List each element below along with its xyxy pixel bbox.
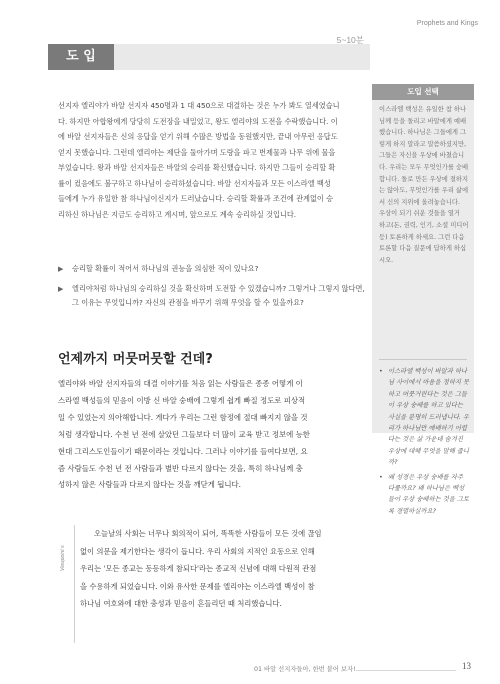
- body-line: 성하지 않은 사람들과 다르지 않다는 것을 깨닫게 됩니다.: [58, 480, 242, 490]
- subheading: 언제까지 머뭇머뭇할 건데?: [58, 352, 213, 367]
- chapter-title: 01 바알 선지자들아, 한번 붙어 보자!: [254, 666, 356, 673]
- section-label: 도 입: [48, 44, 114, 70]
- intro-line: 리하신 하나님은 지금도 승리하고 계시며, 앞으로도 계속 승리하실 것입니다.: [58, 209, 297, 219]
- body-line: 스라엘 백성들의 믿음이 이방 신 바알 숭배에 그렇게 쉽게 빠질 정도로 피상적: [58, 395, 306, 405]
- sidebar-line: 렇게 하지 말라고 말씀하셨지만,: [379, 140, 467, 148]
- sidebar-divider: [379, 359, 467, 360]
- page-number: 13: [462, 661, 471, 671]
- body-line: 엘리야와 바알 선지자들의 대결 이야기를 처음 읽는 사람들은 종종 어떻게 이: [58, 379, 303, 388]
- running-title: Prophets and Kings: [416, 20, 478, 27]
- discussion-questions: [58, 262, 366, 316]
- intro-line: 부었습니다. 왕과 바알 선지자들은 바알의 승리를 확신했습니다. 하지만 그들이 승리할 확: [58, 163, 336, 172]
- sidebar-line: 했습니다. 하나님은 그들에게 그: [379, 129, 467, 137]
- body-line: 처럼 생각합니다. 수천 년 전에 살았던 그들보다 더 많이 교육 받고 정보에 능한: [58, 429, 310, 439]
- sidebar-questions: [379, 366, 469, 520]
- sidebar-line: 우상이 되기 쉬운 것들을 열거: [379, 210, 460, 218]
- body-line: 현대 그리스도인들이기 때문이라는 것입니다. 그러나 이야기를 들여다보면, 요: [58, 446, 308, 456]
- intro-line: 에 바알 선지자들은 신의 응답을 얻기 위해 수많은 방법을 동원했지만, 끝내 아무런 응답도: [58, 132, 338, 141]
- sidebar-question-text: 왜 성경은 우상 숭배를 자주 다룰까요? 왜 하나님은 백성들이 우상 숭배하는 것을 그토록 경멸하실까요?: [388, 473, 469, 515]
- quote-line: 없이 의문을 제기한다는 생각이 듭니다. 우리 사회의 지적인 요동으로 인해: [80, 546, 315, 556]
- footer-rule: [356, 670, 456, 671]
- quote-line: 을 수용하게 되었습니다. 이와 유사한 문제를 엘리야는 이스라엘 백성이 참: [80, 581, 315, 591]
- quote-line: 오늘날의 사회는 너무나 회의적이 되어, 똑똑한 사람들이 모든 것에 끊임: [94, 529, 322, 538]
- intro-line: 들에게 누가 유일한 참 하나님이신지가 드러났습니다. 승리할 확률과 조건에 관계없이 승: [58, 194, 334, 203]
- question-text: 엘리야처럼 하나님의 승리하실 것을 확신하며 도전할 수 있겠습니까? 그렇거나 그렇지 않다면, 그 이유는 무엇입니까? 자신의 관점을 바꾸기 위해 무엇을 할 수 있을까요?: [72, 284, 365, 307]
- quote-text: [80, 525, 370, 613]
- body-paragraph: [58, 376, 366, 494]
- sidebar-line: 하고(돈, 권력, 인기, 소셜 미디어: [379, 221, 469, 229]
- body-line: 즘 사람들도 수천 년 전 사람들과 별반 다르지 않다는 것을, 특히 하나님께 충: [58, 463, 303, 473]
- section-header: [48, 35, 370, 70]
- sidebar-question: [379, 472, 469, 518]
- page-footer: [0, 660, 500, 680]
- sidebar-line: 다. 우리는 모두 무엇인가를 숭배: [379, 163, 469, 171]
- section-duration: 5~10분: [336, 35, 364, 45]
- bullet-dot-icon: •: [379, 473, 383, 481]
- quote-line: 하나님 여호와에 대한 충성과 믿음이 흔들리던 때 처리했습니다.: [80, 599, 282, 609]
- quote-line: 우리는 '모든 종교는 동등하게 참되다'라는 종교적 신념에 대해 다원적 관점: [80, 564, 317, 574]
- intro-line: 다. 하지만 아합왕에게 당당히 도전장을 내밀었고, 왕도 엘리야의 도전을 수락했습니다. 이: [58, 116, 338, 126]
- body-line: 일 수 있었는지 의아해합니다. 게다가 우리는 그런 함정에 절대 빠지지 않을 것: [58, 412, 308, 422]
- sidebar-line: 그들은 자신을 우상에 바쳤습니: [379, 152, 465, 160]
- viewpoint-label: Viewpoint ≡: [60, 545, 66, 571]
- intro-line: 률이 컸음에도 불구하고 하나님이 승리하셨습니다. 바알 선지자들과 모든 이스라엘 백성: [58, 178, 331, 188]
- sidebar-line: 토론할 다음 질문에 답하게 하십: [379, 245, 467, 253]
- question-item: [58, 262, 366, 276]
- triangle-bullet-icon: ▶: [58, 285, 64, 293]
- intro-line: 얻지 못했습니다. 그런데 엘리야는 제단을 둘아가며 도랑을 파고 번제물과 나무 위에 물을: [58, 147, 336, 157]
- sidebar-line: 님께 등을 돌리고 바알에게 예배: [379, 117, 467, 125]
- sidebar-question: [379, 366, 469, 469]
- triangle-bullet-icon: ▶: [58, 265, 64, 273]
- intro-paragraph: [58, 98, 366, 222]
- question-item: [58, 282, 366, 310]
- sidebar-line: 이스라엘 백성은 유일한 참 하나: [379, 106, 467, 113]
- quote-divider: [74, 525, 75, 643]
- sidebar-line: 등) 토론하게 하세요. 그런 다음: [379, 233, 465, 241]
- sidebar-line: 시오.: [379, 256, 394, 264]
- bullet-dot-icon: •: [379, 368, 383, 375]
- question-text: 승리할 확률이 적어서 하나님의 권능을 의심한 적이 있나요?: [72, 264, 259, 273]
- sidebar-line: 는 않아도, 무엇인가를 우리 삶에: [379, 187, 469, 195]
- sidebar-line: 서 신의 지위에 올려놓습니다.: [379, 198, 460, 206]
- sidebar-intro-option: [372, 84, 474, 515]
- viewpoint-quote: [58, 525, 370, 643]
- sidebar-question-text: 이스라엘 백성이 바알과 하나님 사이에서 마음을 정하지 못하고 머뭇거린다는 것은 그들이 우상 숭배를 하고 있다는 사실을 분명히 드러냅니다. 우리가 하나님만 예배하기 어렵다는 것은 삶 가운데 숨겨진 우상에 대해 무엇을 말해 줍니까?: [388, 368, 469, 467]
- sidebar-body: [379, 104, 469, 266]
- sidebar-title: 도입 선택: [372, 84, 474, 100]
- sidebar-line: 합니다. 돌로 만든 우상에 절하지: [379, 175, 469, 183]
- intro-line: 선지자 엘리야가 바알 선지자 450명과 1 대 450으로 대결하는 것은 누가 봐도 열세였습니: [58, 101, 340, 110]
